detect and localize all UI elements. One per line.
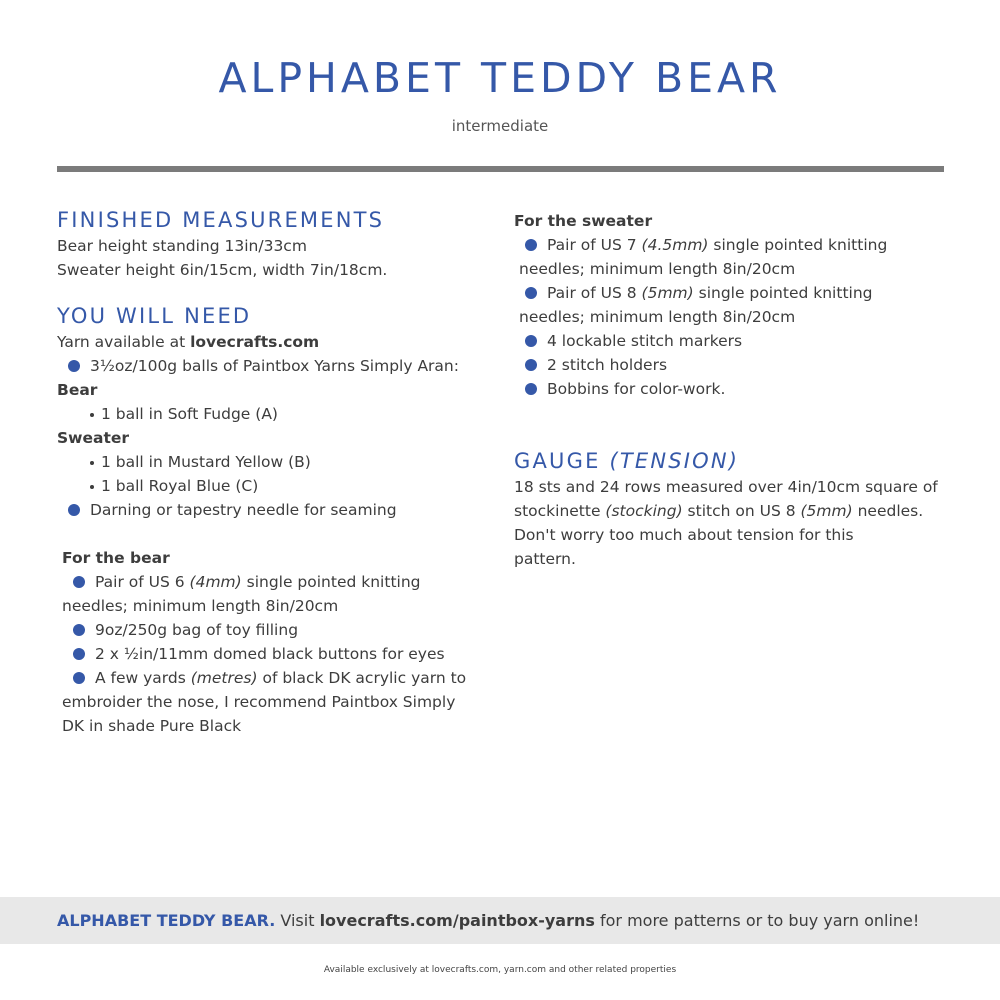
list-item-continuation: needles; minimum length 8in/20cm (519, 308, 796, 326)
item-text: single pointed knitting (708, 236, 888, 254)
gauge-text: needles. (852, 502, 924, 520)
gauge-text: stockinette (514, 502, 606, 520)
bullet-dot-icon (73, 624, 85, 636)
item-text: single pointed knitting (241, 573, 421, 591)
small-bullet-icon (90, 461, 94, 465)
list-item (57, 402, 487, 426)
footer-text (57, 909, 919, 933)
sweater-yarn-text: 1 ball Royal Blue (C) (101, 477, 259, 495)
gauge-text: stitch on US 8 (682, 502, 801, 520)
bullet-dot-icon (68, 504, 80, 516)
list-item (57, 450, 487, 474)
paintbox-yarns-link[interactable]: lovecrafts.com/paintbox-yarns (319, 911, 595, 930)
list-item (514, 353, 954, 377)
bullet-dot-icon (73, 648, 85, 660)
for-the-sweater-heading: For the sweater (514, 212, 653, 230)
for-the-bear-heading: For the bear (62, 549, 170, 567)
list-item (62, 666, 487, 690)
bullet-dot-icon (525, 287, 537, 299)
list-item (514, 233, 954, 257)
list-item-continuation: DK in shade Pure Black (62, 717, 242, 735)
item-text: Pair of US 8 (547, 284, 642, 302)
bullet-dot-icon (73, 672, 85, 684)
item-text: 2 stitch holders (547, 356, 668, 374)
you-will-need-heading: YOU WILL NEED (57, 304, 252, 328)
list-item (57, 474, 487, 498)
bullet-dot-icon (525, 383, 537, 395)
list-item (514, 281, 954, 305)
list-item (514, 377, 954, 401)
needle-item-text: Darning or tapestry needle for seaming (90, 501, 397, 519)
bullet-dot-icon (525, 335, 537, 347)
right-column (514, 209, 954, 571)
page-title: ALPHABET TEDDY BEAR (218, 54, 782, 102)
list-item (62, 570, 487, 594)
list-item (514, 329, 954, 353)
footer-rest: for more patterns or to buy yarn online! (594, 911, 920, 930)
bear-yarn-text: 1 ball in Soft Fudge (A) (101, 405, 278, 423)
small-bullet-icon (90, 485, 94, 489)
sweater-yarn-text: 1 ball in Mustard Yellow (B) (101, 453, 311, 471)
item-italic: (4.5mm) (641, 236, 709, 254)
measurement-line: Bear height standing 13in/33cm (57, 237, 307, 255)
gauge-italic: (stocking) (605, 502, 683, 520)
bullet-dot-icon (525, 359, 537, 371)
lovecrafts-link[interactable]: lovecrafts.com (190, 333, 320, 351)
footer-visit: Visit (275, 911, 320, 930)
sweater-label: Sweater (57, 429, 130, 447)
gauge-line: Don't worry too much about tension for this (514, 526, 854, 544)
item-text: Pair of US 6 (95, 573, 190, 591)
list-item-continuation: needles; minimum length 8in/20cm (62, 597, 339, 615)
list-item-continuation: needles; minimum length 8in/20cm (519, 260, 796, 278)
gauge-italic: (5mm) (800, 502, 853, 520)
item-text: 9oz/250g bag of toy filling (95, 621, 299, 639)
gauge-line: pattern. (514, 550, 576, 568)
gauge-heading (514, 447, 954, 475)
bear-label: Bear (57, 381, 98, 399)
item-text: of black DK acrylic yarn to (257, 669, 467, 687)
yarn-availability (57, 330, 487, 354)
measurement-line: Sweater height 6in/15cm, width 7in/18cm. (57, 261, 388, 279)
gauge-heading-text: GAUGE (514, 449, 610, 473)
skill-level: intermediate (451, 117, 549, 135)
left-column (57, 206, 487, 738)
gauge-heading-italic: (TENSION) (609, 449, 740, 473)
list-item-continuation: embroider the nose, I recommend Paintbox Simply (62, 693, 456, 711)
bullet-dot-icon (68, 360, 80, 372)
item-text: single pointed knitting (693, 284, 873, 302)
item-text: Pair of US 7 (547, 236, 642, 254)
bullet-dot-icon (73, 576, 85, 588)
finished-measurements-heading: FINISHED MEASUREMENTS (57, 208, 385, 232)
fine-print: Available exclusively at lovecrafts.com, yarn.com and other related properties (323, 965, 677, 975)
item-italic: (4mm) (189, 573, 242, 591)
gauge-line (514, 499, 954, 523)
gauge-line: 18 sts and 24 rows measured over 4in/10cm square of (514, 478, 938, 496)
item-text: A few yards (95, 669, 191, 687)
item-text: Bobbins for color-work. (547, 380, 726, 398)
bullet-dot-icon (525, 239, 537, 251)
list-item (57, 498, 487, 522)
item-italic: (5mm) (641, 284, 694, 302)
yarn-prefix: Yarn available at (57, 333, 191, 351)
item-italic: (metres) (190, 669, 258, 687)
yarn-item-text: 3½oz/100g balls of Paintbox Yarns Simply Aran: (90, 357, 459, 375)
list-item (57, 354, 487, 378)
item-text: 4 lockable stitch markers (547, 332, 743, 350)
header-divider (57, 166, 944, 172)
footer-brand: ALPHABET TEDDY BEAR. (57, 911, 276, 930)
list-item (62, 642, 487, 666)
list-item (62, 618, 487, 642)
item-text: 2 x ½in/11mm domed black buttons for eyes (95, 645, 445, 663)
small-bullet-icon (90, 413, 94, 417)
